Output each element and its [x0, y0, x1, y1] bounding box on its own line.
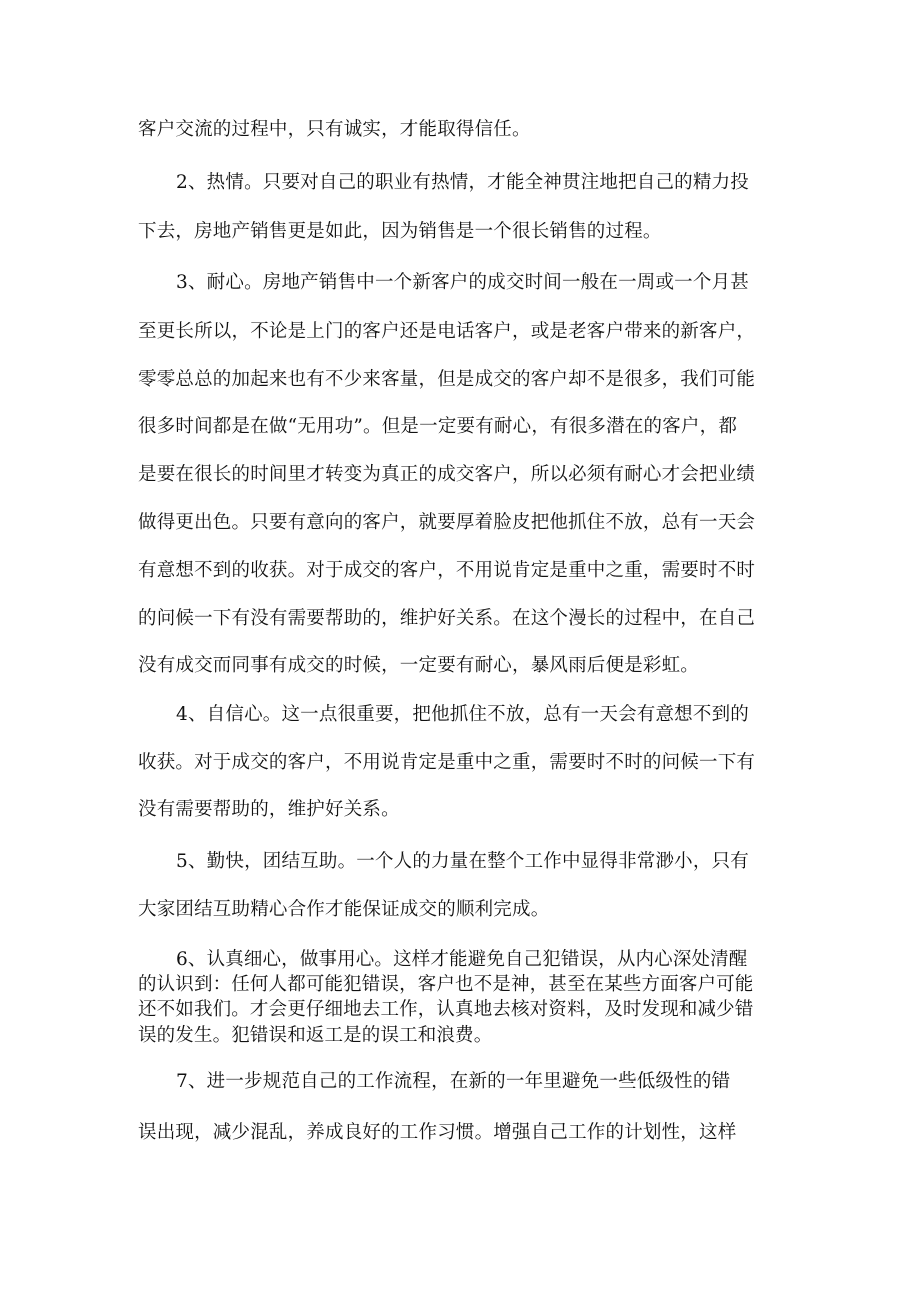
text-line: 没有需要帮助的，维护好关系。	[138, 799, 400, 820]
text-line: 收获。对于成交的客户，不用说肯定是重中之重，需要时不时的问候一下有	[138, 752, 756, 773]
text-line: 7、进一步规范自己的工作流程，在新的一年里避免一些低级性的错	[176, 1071, 731, 1092]
text-line: 6、认真细心，做事用心。这样才能避免自己犯错误，从内心深处清醒	[176, 949, 748, 970]
text-line: 零零总总的加起来也有不少来客量，但是成交的客户却不是很多，我们可能	[138, 369, 756, 390]
text-line: 2、热情。只要对自己的职业有热情，才能全神贯注地把自己的精力投	[176, 172, 749, 193]
text-line: 大家团结互助精心合作才能保证成交的顺利完成。	[138, 899, 550, 920]
text-line: 误出现，减少混乱，养成良好的工作习惯。增强自己工作的计划性，这样	[138, 1122, 737, 1143]
text-line: 5、勤快，团结互助。一个人的力量在整个工作中显得非常渺小，只有	[176, 851, 749, 872]
text-line: 有意想不到的收获。对于成交的客户，不用说肯定是重中之重，需要时不时	[138, 560, 756, 581]
text-line: 的问候一下有没有需要帮助的，维护好关系。在这个漫长的过程中，在自己	[138, 608, 756, 629]
text-line: 3、耐心。房地产销售中一个新客户的成交时间一般在一周或一个月甚	[176, 272, 749, 293]
text-line: 很多时间都是在做“无用功”。但是一定要有耐心，有很多潜在的客户，都	[138, 416, 738, 437]
text-line: 4、自信心。这一点很重要，把他抓住不放，总有一天会有意想不到的	[176, 704, 749, 725]
text-line: 没有成交而同事有成交的时候，一定要有耐心，暴风雨后便是彩虹。	[138, 655, 700, 676]
text-line: 是要在很长的时间里才转变为真正的成交客户，所以必须有耐心才会把业绩	[138, 464, 756, 485]
text-line: 下去，房地产销售更是如此，因为销售是一个很长销售的过程。	[138, 221, 662, 242]
text-line: 至更长所以，不论是上门的客户还是电话客户，或是老客户带来的新客户，	[138, 321, 756, 342]
text-line: 的认识到：任何人都可能犯错误，客户也不是神，甚至在某些方面客户可能	[138, 974, 754, 995]
text-line: 误的发生。犯错误和返工是的误工和浪费。	[138, 1025, 493, 1046]
text-line: 还不如我们。才会更仔细地去工作，认真地去核对资料，及时发现和减少错	[138, 999, 754, 1020]
text-line: 客户交流的过程中，只有诚实，才能取得信任。	[138, 119, 531, 140]
text-line: 做得更出色。只要有意向的客户，就要厚着脸皮把他抓住不放，总有一天会	[138, 512, 756, 533]
